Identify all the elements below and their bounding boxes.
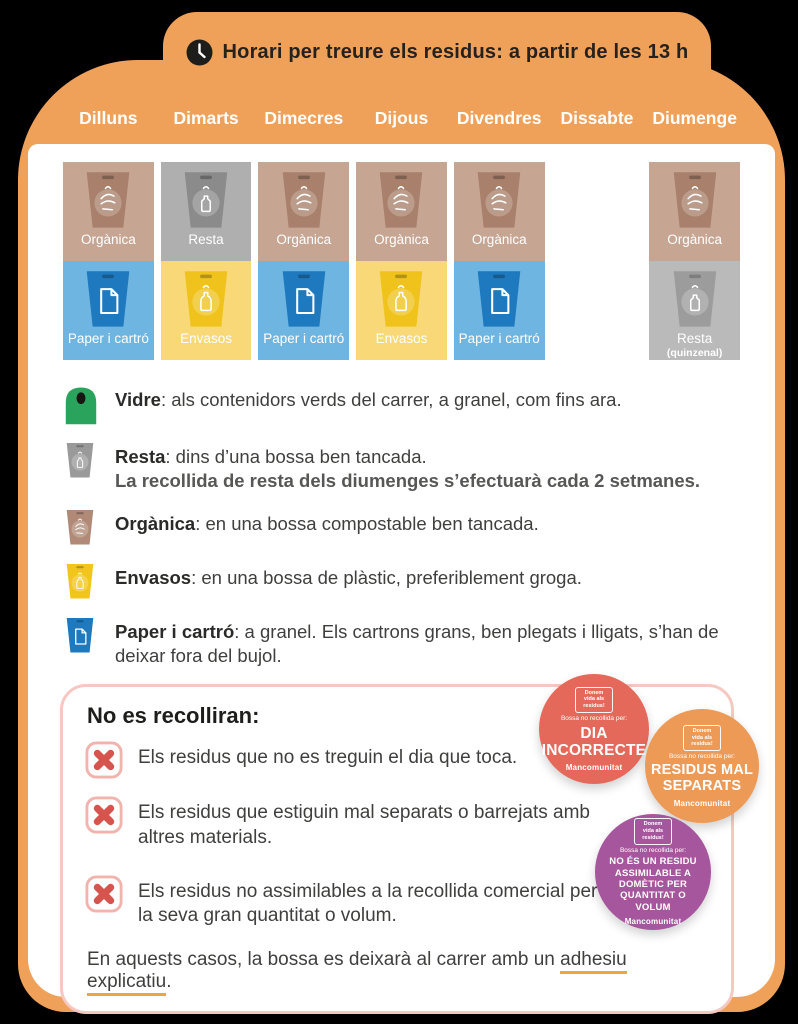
footer-suffix: .: [166, 970, 172, 992]
sticker-intro: Bossa no recollida per:: [560, 715, 628, 723]
paper-bin-icon: [471, 267, 527, 330]
sticker-label: DIA INCORRECTE: [541, 724, 647, 759]
bin-cell-paper: [63, 261, 154, 360]
bin-cell-envasos: [161, 261, 252, 360]
legend-desc: : a granel. Els cartrons grans, ben plegats i lligats, s’han de deixar fora del bujol.: [115, 621, 719, 667]
bin-cell-label: Paper i cartró: [67, 331, 149, 346]
bin-cell-envasos: [356, 261, 447, 360]
packaging-bin-icon: [373, 267, 429, 330]
bin-cell-organica: [649, 162, 740, 261]
organic-bin-icon: [373, 168, 429, 231]
rest-bin-icon: [667, 267, 723, 330]
mancomunitat-logo: Mancomunitat: [673, 798, 731, 808]
organic-bin-icon: [471, 168, 527, 231]
legend-text-resta: [115, 439, 700, 493]
donem-vida-logo: Donem vida als residus!: [634, 818, 672, 845]
footer-underlined: adhesiu explicatiu: [87, 949, 627, 996]
legend-name: Resta: [115, 446, 166, 467]
sticker-label: NO ÉS UN RESIDU ASSIMILABLE A DOMÈTIC PER QUANTITAT O VOLUM: [609, 856, 697, 913]
bin-cell-label: Resta: [188, 232, 224, 247]
banner-title: Horari per treure els residus: a partir de les 13 h: [222, 40, 689, 63]
day-column-dilluns: [63, 162, 154, 360]
day-label-dimecres: Dimecres: [264, 108, 344, 128]
not-collected-footer: [87, 949, 711, 993]
legend-row-envasos: [63, 560, 740, 601]
day-column-dissabte: [552, 162, 643, 360]
paper-bin-icon: [63, 614, 115, 655]
rest-bin-icon: [63, 439, 115, 480]
legend-text-organica: [115, 506, 539, 536]
paper-bin-icon: [276, 267, 332, 330]
mancomunitat-logo: Mancomunitat: [565, 762, 623, 772]
sticker-intro: Bossa no recollida per:: [619, 846, 687, 854]
legend-name: Orgànica: [115, 513, 196, 535]
weekly-bins-grid: [63, 144, 740, 360]
content-panel: [28, 144, 775, 997]
organic-bin-icon: [276, 168, 332, 231]
organic-bin-icon: [63, 506, 115, 547]
bins-legend: [63, 382, 740, 668]
bin-cell-organica: [258, 162, 349, 261]
legend-desc: : als contenidors verds del carrer, a granel, com fins ara.: [160, 389, 622, 410]
donem-vida-logo: Donem vida als residus!: [683, 725, 721, 752]
not-collected-text: Els residus que estiguin mal separats o barrejats amb altres materials.: [138, 802, 591, 848]
bin-cell-resta-quinzenal: [649, 261, 740, 360]
bin-cell-paper: [454, 261, 545, 360]
not-collected-title: No es recolliran:: [87, 703, 260, 729]
schedule-frame: [18, 60, 785, 1012]
organic-bin-icon: [667, 168, 723, 231]
sticker-intro: Bossa no recollida per:: [668, 753, 736, 761]
legend-text-paper: [115, 614, 740, 668]
cross-icon: [85, 875, 123, 913]
bin-cell-label: Orgànica: [374, 232, 429, 247]
bin-cell-label: Paper i cartró: [263, 331, 345, 346]
footer-prefix: En aquests casos, la bossa es deixarà al carrer amb un: [87, 948, 561, 970]
not-collected-text: Els residus no assimilables a la recollida comercial per la seva gran quantitat o volum.: [138, 880, 598, 927]
glass-container-icon: [63, 382, 115, 426]
day-label-dissabte: Dissabte: [560, 108, 634, 128]
bin-cell-paper: [258, 261, 349, 360]
organic-bin-icon: [80, 168, 136, 231]
bin-cell-label: Orgànica: [276, 232, 332, 247]
legend-name: Paper i cartró: [115, 621, 235, 643]
day-label-diumenge: Diumenge: [652, 108, 737, 128]
day-column-dijous: [356, 162, 447, 360]
bin-cell-organica: [63, 162, 154, 261]
bin-cell-resta: [161, 162, 252, 261]
bin-cell-label: Orgànica: [80, 232, 136, 247]
not-collected-box: [60, 684, 754, 1014]
legend-text-envasos: [115, 560, 582, 590]
clock-icon: [186, 39, 213, 66]
packaging-bin-icon: [63, 560, 115, 601]
day-column-dimarts: [161, 162, 252, 360]
paper-bin-icon: [80, 267, 136, 330]
bin-cell-organica: [454, 162, 545, 261]
bin-cell-label: Orgànica: [667, 232, 723, 247]
day-label-dimarts: Dimarts: [173, 108, 239, 128]
legend-name: Vidre: [115, 389, 161, 410]
day-column-diumenge: [649, 162, 740, 360]
legend-row-resta: [63, 439, 740, 493]
bin-cell-organica: [356, 162, 447, 261]
mancomunitat-logo: Mancomunitat: [624, 917, 682, 927]
cross-icon: [85, 741, 123, 779]
day-column-divendres: [454, 162, 545, 360]
legend-row-organica: [63, 506, 740, 547]
legend-row-vidre: [63, 382, 740, 426]
legend-desc: : en una bossa compostable ben tancada.: [195, 513, 539, 535]
legend-name: Envasos: [115, 567, 192, 589]
cross-icon: [85, 796, 123, 834]
bin-cell-label: Paper i cartró: [458, 331, 540, 346]
legend-bold-note: La recollida de resta dels diumenges s’efectuarà cada 2 setmanes.: [115, 470, 701, 492]
packaging-bin-icon: [178, 267, 234, 330]
legend-text-vidre: [115, 382, 622, 412]
legend-desc: : dins d’una bossa ben tancada.: [165, 446, 427, 467]
donem-vida-logo: Donem vida als residus!: [575, 687, 613, 714]
rest-bin-icon: [178, 168, 234, 231]
day-label-dilluns: Dilluns: [79, 108, 138, 128]
legend-desc: : en una bossa de plàstic, preferiblement groga.: [191, 567, 582, 589]
sticker-residus-mal-separats: [645, 709, 759, 823]
bin-cell-label: Envasos: [375, 331, 428, 346]
not-collected-text: Els residus que no es treguin el dia que toca.: [138, 747, 518, 769]
sticker-label: RESIDUS MAL SEPARATS: [650, 761, 754, 794]
bin-cell-label: Orgànica: [471, 232, 527, 247]
bin-cell-label: Resta: [677, 331, 713, 346]
legend-row-paper: [63, 614, 740, 668]
bin-cell-label: Envasos: [180, 331, 232, 346]
day-label-dijous: Dijous: [374, 108, 429, 128]
day-column-dimecres: [258, 162, 349, 360]
day-label-divendres: Divendres: [456, 108, 542, 128]
schedule-banner: [163, 12, 711, 92]
sticker-dia-incorrecte: [539, 674, 649, 784]
bin-cell-sublabel: (quinzenal): [666, 346, 723, 359]
sticker-residu-no-assimilable: [595, 814, 711, 930]
